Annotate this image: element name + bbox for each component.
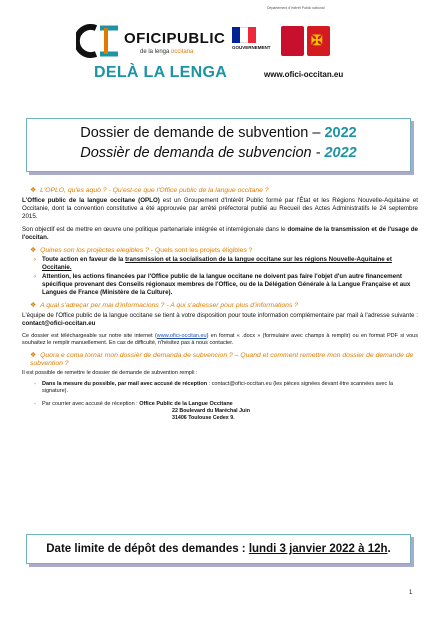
list-item xyxy=(34,273,418,297)
section-oplo-heading xyxy=(30,187,418,195)
return-methods-list xyxy=(34,381,418,408)
section-return-heading xyxy=(30,352,418,368)
deadline-box xyxy=(26,534,411,564)
title-occitan-year: 2022 xyxy=(324,145,357,161)
diamond-bullet-icon: ❖ xyxy=(30,302,37,309)
government-logo xyxy=(232,27,271,61)
brand-subtitle-accent: occitana xyxy=(171,49,194,55)
title-occitan-text: Dossièr de demanda de subvencion - xyxy=(80,145,325,161)
region-nouvelle-aquitaine-logo xyxy=(281,26,304,56)
french-flag-icon xyxy=(232,27,256,43)
oplo-logo-icon xyxy=(76,22,120,60)
funding-warning: Attention, les actions financées par l'Office public de la langue occitane ne doivent pas faire l'objet d'un autre financement spécifique provenant des Conseils régionaux membres de l'Office, ou de la Délégation Générale à la Langue Française et aux Langues de France (Ministère de la Culture). xyxy=(42,273,411,296)
dash-bullet-icon: - xyxy=(34,381,36,387)
website-link[interactable]: www.ofici-occitan.eu xyxy=(264,70,344,79)
title-french-year: 2022 xyxy=(324,125,357,141)
eligible-action-underlined: transmission et la socialisation de la langue occitane sur les régions Nouvelle-Aquitaine et Occitanie. xyxy=(42,256,392,271)
title-french-text: Dossier de demande de subvention – xyxy=(80,125,325,141)
section-oplo-para-2 xyxy=(22,226,418,242)
section-projects-heading xyxy=(30,247,418,255)
postal-address-line-2: 31406 Toulouse Cedex 9. xyxy=(172,415,235,421)
deadline-date: lundi 3 janvier 2022 à 12h xyxy=(248,543,388,555)
brand-subtitle-text: de la lenga xyxy=(140,49,172,55)
government-label: GOUVERNEMENT xyxy=(232,45,271,50)
deadline-text xyxy=(27,543,410,555)
download-text: Ce dossier est téléchargeable sur notre site internet ( xyxy=(22,333,157,339)
section-info-heading xyxy=(30,302,418,310)
oplo-description: est un Groupement d'Intérêt Public formé par l'État et les Régions Nouvelle-Aquitaine et Occitanie, dont la convention constitutive a été approuvée par arrêté préfectoral publié au Recueil des Actes Administratifs le 24 septembre 2015. xyxy=(22,197,418,220)
diamond-bullet-icon: ❖ xyxy=(30,352,37,359)
postal-address-line-1: 22 Boulevard du Maréchal Juin xyxy=(172,408,251,414)
diamond-bullet-icon: ❖ xyxy=(30,187,37,194)
title-box xyxy=(26,118,411,172)
brand-subtitle xyxy=(140,49,193,55)
office-name: Office Public de la Langue Occitane xyxy=(139,401,233,407)
diamond-bullet-icon: ❖ xyxy=(30,247,37,254)
objective-text: Son objectif est de mettre en œuvre une politique partenariale intégrée et interrégionale dans le xyxy=(22,226,288,233)
tagline: DELÀ LA LENGA xyxy=(94,64,228,81)
list-item xyxy=(34,401,418,408)
section-projects-question-fr: - Quels sont les projets éligibles ? xyxy=(148,247,253,254)
download-text-rest: ) en format « .docx » (formulaire avec champs à remplir) ou en format PDF si vous souhaitez le remplir manuellement. En cas de difficulté, n'hésitez pas à nous contacter. xyxy=(22,333,418,346)
title-french xyxy=(27,125,410,141)
deadline-label: Date limite de dépôt des demandes : xyxy=(46,543,249,555)
dash-bullet-icon: › xyxy=(34,256,37,263)
contact-email[interactable]: contact@ofici-occitan.eu xyxy=(22,320,96,327)
return-by-mail-label: Dans la mesure du possible, par mail avec accusé de réception xyxy=(42,381,208,387)
deadline-period: . xyxy=(387,543,391,555)
letterhead xyxy=(0,0,439,100)
occitan-cross-icon: ✠ xyxy=(311,32,323,48)
eligible-projects-list xyxy=(34,256,418,297)
contact-text: L'équipe de l'Office public de la langue occitane se tient à votre disposition pour toute information complémentaire par mail à l'adresse suivante : xyxy=(22,312,418,319)
ministry-label: Département d'Intérêt Public national xyxy=(267,6,325,10)
section-projects-question-oc: Quines son los projèctes elegibles ? xyxy=(40,247,149,254)
section-return-para: Il est possible de remettre le dossier de demande de subvention rempli : xyxy=(22,370,198,376)
title-occitan xyxy=(27,145,410,161)
website-link-inline[interactable]: www.ofici-occitan.eu xyxy=(156,333,207,339)
section-return-question: Quora e coma tornar mon dossièr de demanda de subvencion ? – Quand et comment remettre mon dossier de demande de subvention ? xyxy=(30,352,414,367)
document-body xyxy=(22,187,418,422)
eligible-action-text: Toute action en faveur de la xyxy=(42,256,126,263)
section-info-question: A qual s'adreçar per mai d'informacions ? - A qui s'adresser pour plus d'informations ? xyxy=(40,302,299,309)
return-by-post-label: Par courrier avec accusé de réception : xyxy=(42,401,140,407)
section-oplo-question: L'OPLO, qu'es aquò ? - Qu'est-ce que l'Office public de la langue occitane ? xyxy=(40,187,269,194)
list-item xyxy=(34,256,418,272)
brand-name: OFICIPUBLIC xyxy=(124,30,226,47)
dash-bullet-icon: - xyxy=(34,401,36,407)
objective-domain: domaine de la transmission et de l'usage de l'occitan. xyxy=(22,226,418,241)
section-oplo-para-1 xyxy=(22,197,418,221)
return-by-mail-text: : contact@ofici-occitan.eu (les pièces signées devant être scannées avec la signature). xyxy=(42,381,394,394)
section-info-para-2 xyxy=(22,333,418,347)
page-number: 1 xyxy=(409,590,413,596)
section-info-para-1 xyxy=(22,312,418,328)
dash-bullet-icon: › xyxy=(34,273,37,280)
oplo-name: L'Office public de la langue occitane (OPLO) xyxy=(22,197,160,204)
region-occitanie-logo xyxy=(307,26,330,56)
list-item xyxy=(34,381,418,395)
